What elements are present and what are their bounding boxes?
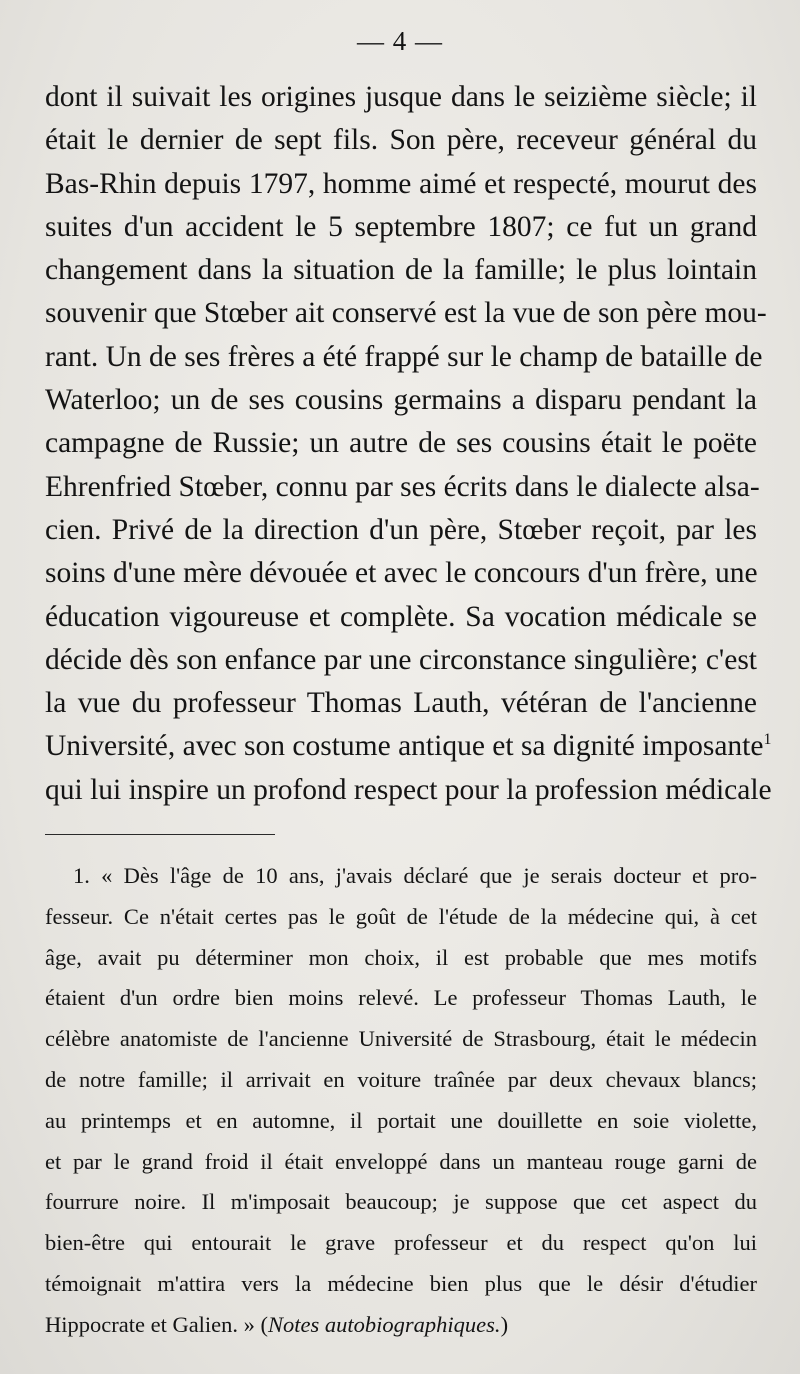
footnote-line: de notre famille; il arrivait en voiture traînée par deux chevaux blancs;: [45, 1066, 757, 1092]
page-number: — 4 —: [357, 26, 443, 56]
body-line: était le dernier de sept fils. Son père, receveur général du: [45, 124, 757, 157]
body-line: éducation vigoureuse et complète. Sa vocation médicale se: [45, 600, 757, 633]
footnote-line: au printemps et en automne, il portait une douillette en soie violette,: [45, 1107, 757, 1133]
body-line-text: Université, avec son costume antique et sa dignité imposante: [45, 730, 764, 763]
footnote: [45, 856, 757, 1346]
footnote-citation: Notes autobiographiques.: [268, 1311, 501, 1337]
body-line: changement dans la situation de la famille; le plus lointain: [45, 254, 757, 287]
body-line-with-footnote-ref: [45, 725, 772, 768]
footnote-line: fourrure noire. Il m'imposait beaucoup; je suppose que cet aspect du: [45, 1189, 757, 1215]
footnote-separator: [45, 834, 275, 835]
body-line: rant. Un de ses frères a été frappé sur le champ de bataille de: [45, 340, 763, 373]
footnote-last-text: Hippocrate et Galien. » (: [45, 1311, 269, 1337]
body-line: Ehrenfried Stœber, connu par ses écrits dans le dialecte alsa-: [45, 470, 760, 503]
footnote-line: bien-être qui entourait le grave professeur et du respect qu'on lui: [45, 1230, 757, 1256]
footnote-line: célèbre anatomiste de l'ancienne Université de Strasbourg, était le médecin: [45, 1026, 757, 1052]
body-line: qui lui inspire un profond respect pour la profession médicale: [45, 773, 772, 806]
footnote-reference: 1: [763, 731, 772, 749]
footnote-last-line: [45, 1305, 757, 1346]
body-line: campagne de Russie; un autre de ses cousins était le poëte: [45, 427, 757, 460]
body-line: décide dès son enfance par une circonstance singulière; c'est: [45, 643, 757, 676]
footnote-line: et par le grand froid il était enveloppé dans un manteau rouge garni de: [45, 1148, 757, 1174]
body-line: soins d'une mère dévouée et avec le concours d'un frère, une: [45, 557, 758, 590]
footnote-line: 1. « Dès l'âge de 10 ans, j'avais déclaré que je serais docteur et pro-: [73, 863, 757, 888]
body-line: dont il suivait les origines jusque dans le seizième siècle; il: [45, 81, 757, 113]
body-line: cien. Privé de la direction d'un père, Stœber reçoit, par les: [45, 513, 757, 546]
footnote-line: témoignait m'attira vers la médecine bien plus que le désir d'étudier: [45, 1270, 757, 1296]
body-line: Bas-Rhin depuis 1797, homme aimé et respecté, mourut des: [45, 167, 757, 200]
body-line: souvenir que Stœber ait conservé est la vue de son père mou-: [45, 297, 767, 330]
footnote-closing: ): [500, 1311, 509, 1337]
footnote-line: âge, avait pu déterminer mon choix, il est probable que mes motifs: [45, 944, 757, 970]
body-line: suites d'un accident le 5 septembre 1807; ce fut un grand: [45, 210, 757, 243]
body-line: Waterloo; un de ses cousins germains a disparu pendant la: [45, 384, 757, 417]
body-line: la vue du professeur Thomas Lauth, vétéran de l'ancienne: [45, 687, 757, 720]
footnote-line: fesseur. Ce n'était certes pas le goût de l'étude de la médecine qui, à cet: [45, 903, 757, 929]
footnote-line: étaient d'un ordre bien moins relevé. Le professeur Thomas Lauth, le: [45, 985, 757, 1011]
body-text: [45, 76, 772, 812]
